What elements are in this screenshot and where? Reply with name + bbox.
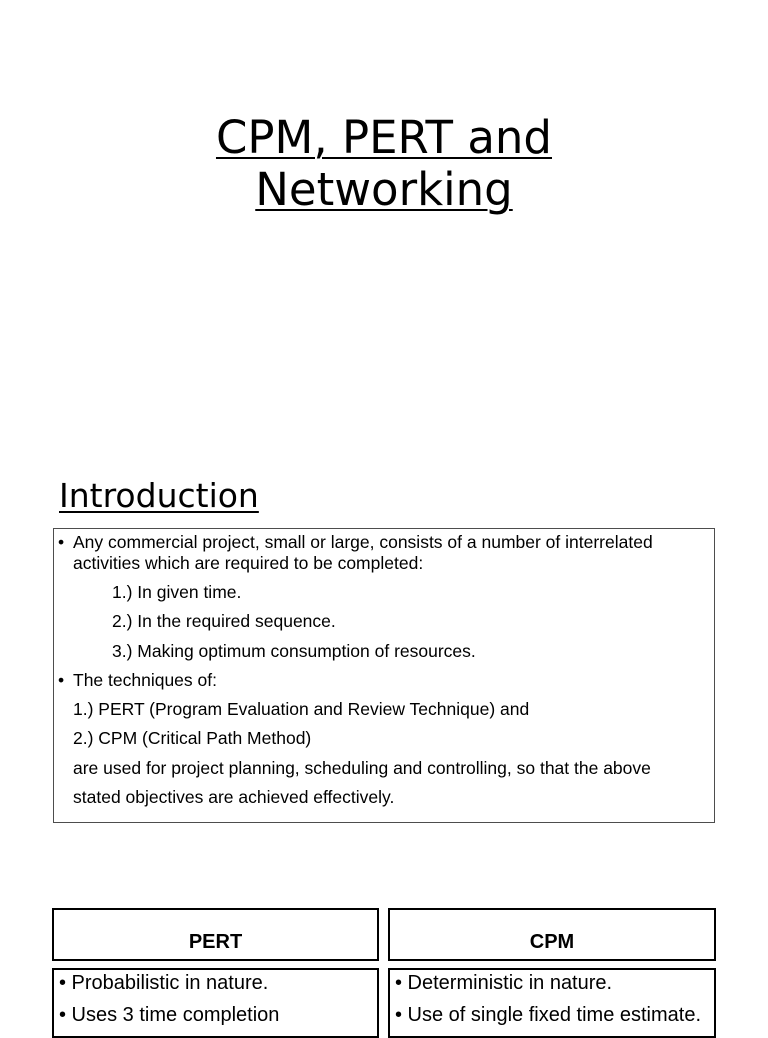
bullet-1-glyph: • (58, 532, 65, 552)
cpm-row-2: • Use of single fixed time estimate. (395, 1004, 702, 1026)
technique-2: 2.) CPM (Critical Path Method) (73, 728, 312, 748)
pert-row-1: • Probabilistic in nature. (59, 972, 269, 994)
sub-item-3: 3.) Making optimum consumption of resources. (112, 641, 476, 661)
cpm-header-cell (388, 908, 716, 961)
pert-heading: PERT (188, 931, 243, 953)
sub-item-2: 2.) In the required sequence. (112, 611, 336, 631)
cpm-row-1: • Deterministic in nature. (395, 972, 613, 994)
cpm-body-cell (388, 968, 716, 1038)
pert-row-2: • Uses 3 time completion (59, 1004, 280, 1026)
cpm-heading: CPM (529, 931, 575, 953)
bullet-2-glyph: • (58, 670, 65, 690)
page-title (0, 112, 768, 216)
bullet-2-text: The techniques of: (73, 670, 217, 690)
title-line-1: CPM, PERT and (215, 111, 552, 164)
technique-1: 1.) PERT (Program Evaluation and Review Technique) and (73, 699, 530, 719)
introduction-heading: Introduction (59, 476, 259, 515)
closing-line-1: are used for project planning, scheduling and controlling, so that the above (73, 758, 651, 778)
introduction-box (53, 528, 715, 823)
closing-line-2: stated objectives are achieved effectively. (73, 787, 395, 807)
bullet-1-line-1: Any commercial project, small or large, consists of a number of interrelated (73, 532, 653, 552)
sub-item-1: 1.) In given time. (112, 582, 242, 602)
pert-body-cell (52, 968, 379, 1038)
bullet-1-line-2: activities which are required to be completed: (73, 553, 424, 573)
pert-header-cell (52, 908, 379, 961)
title-line-2: Networking (255, 163, 513, 216)
